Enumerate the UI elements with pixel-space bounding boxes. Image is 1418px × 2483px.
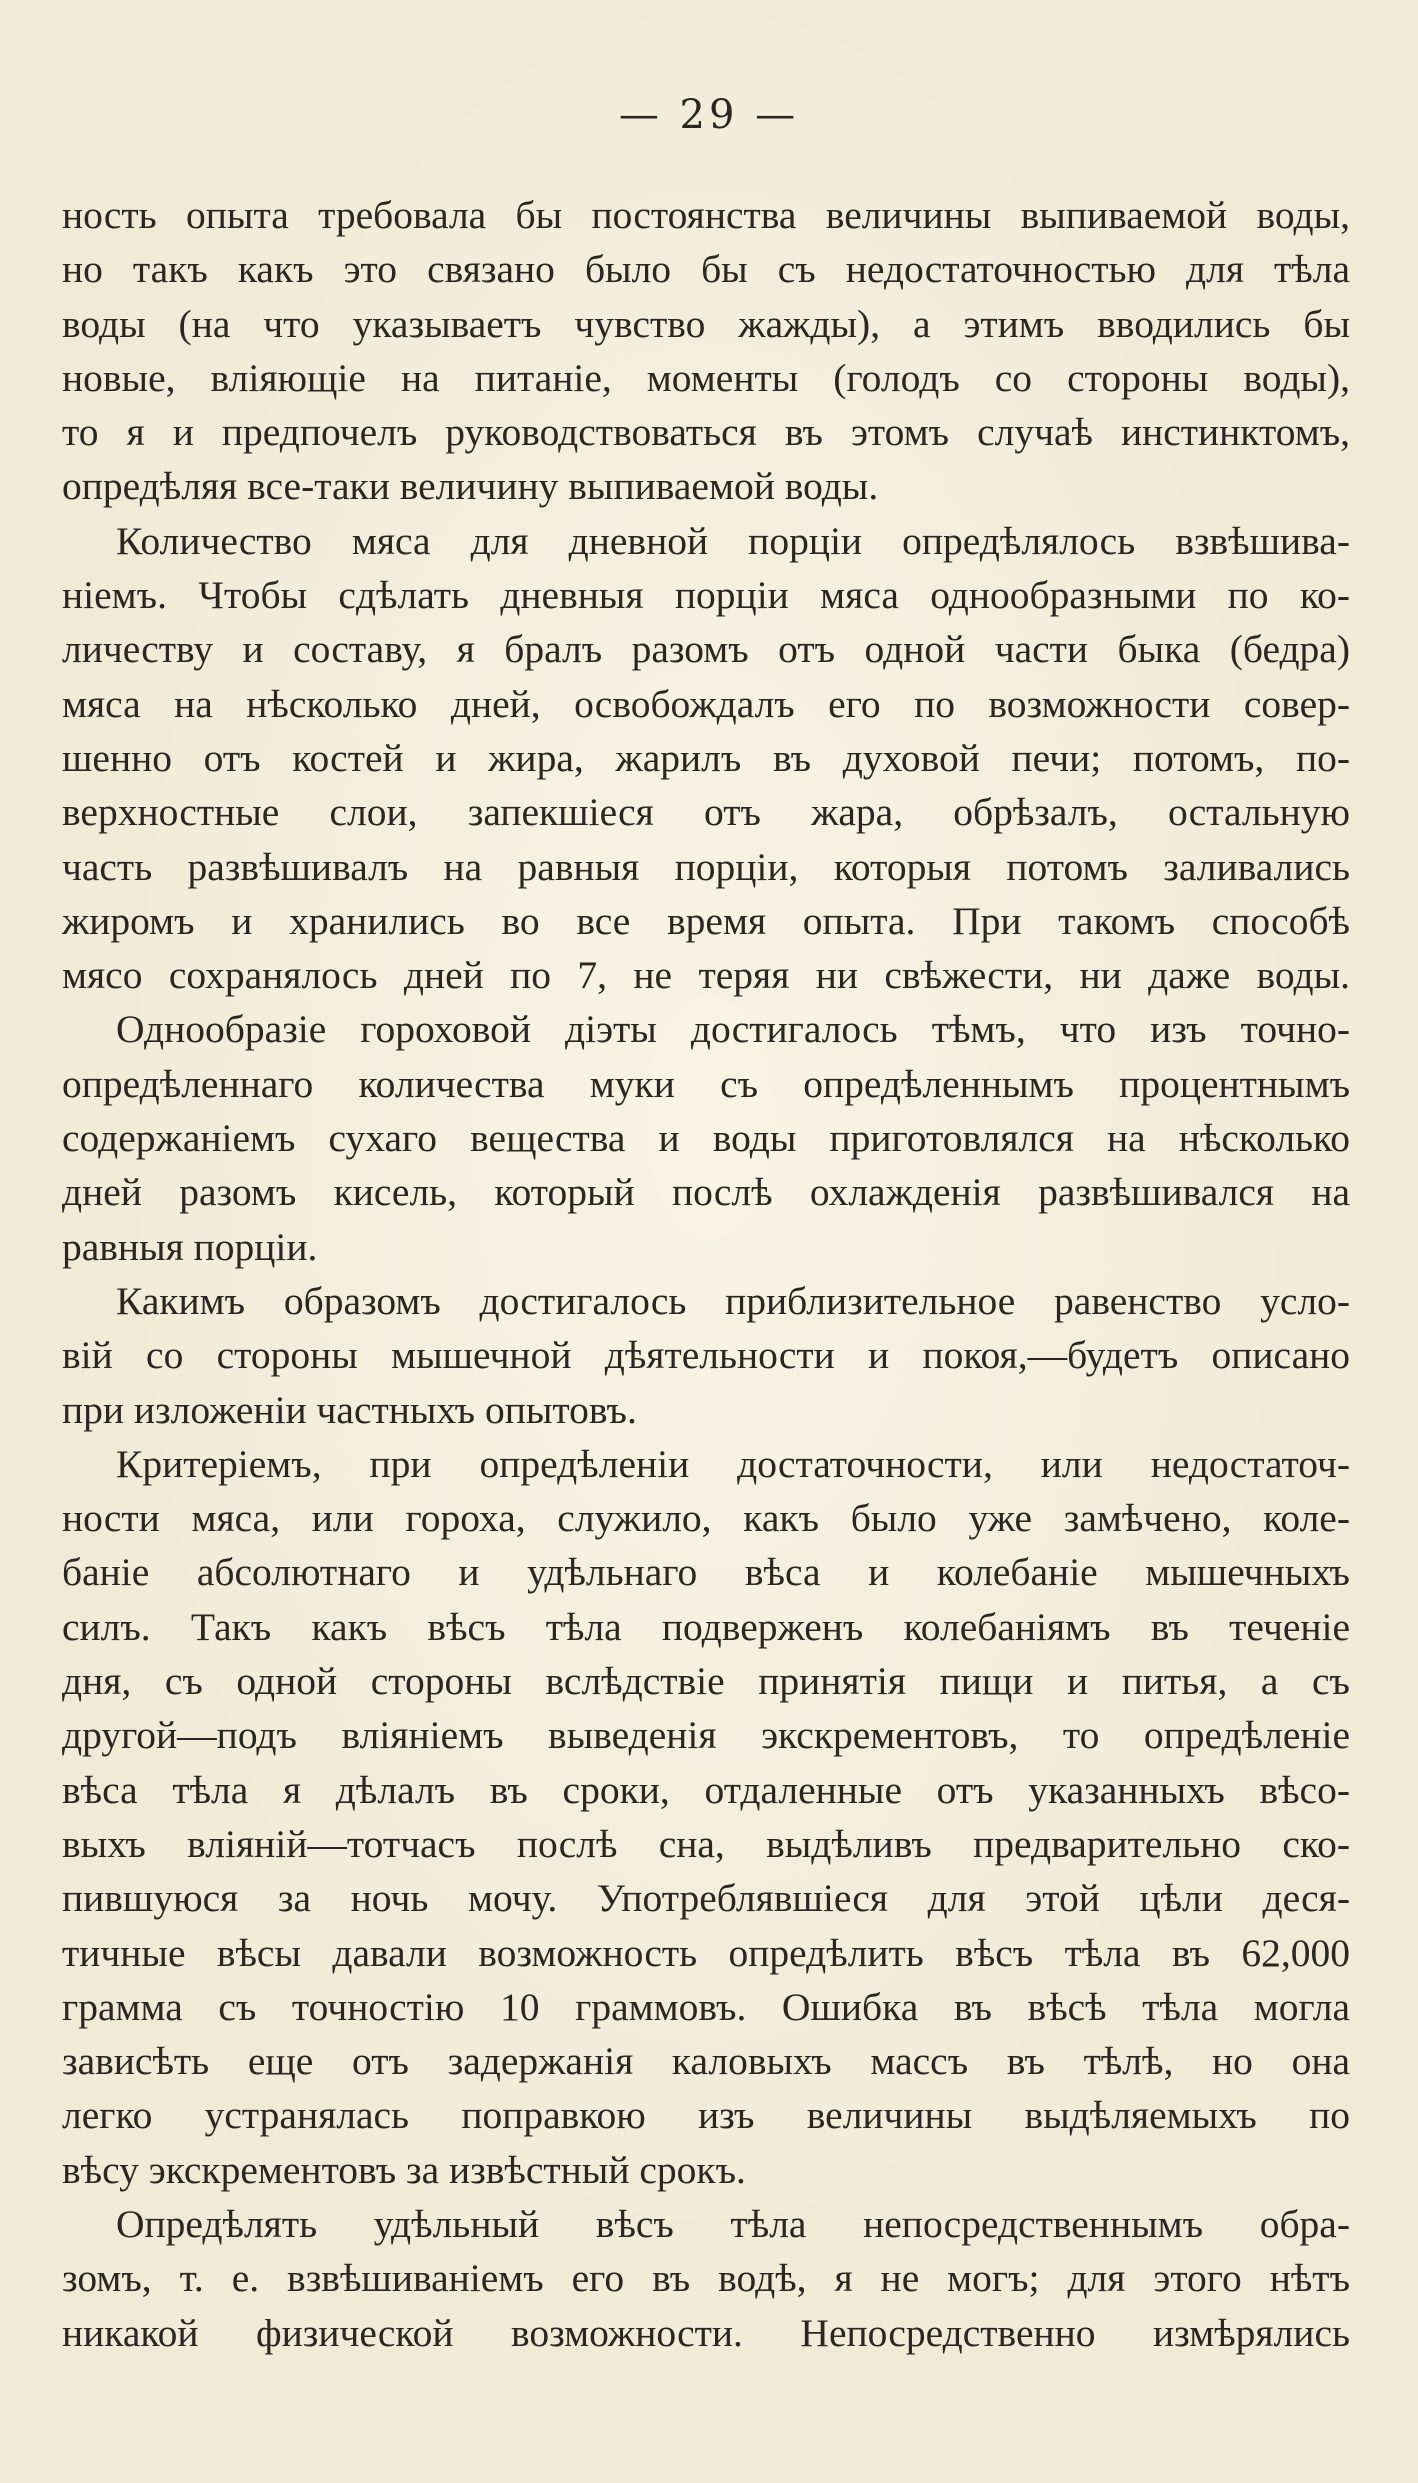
text-line: равныя порціи. xyxy=(62,1224,318,1269)
text-line: силъ. Такъ какъ вѣсъ тѣла подверженъ колебаніямъ въ теченіе xyxy=(62,1604,1350,1649)
text-line: тичные вѣсы давали возможность опредѣлить вѣсъ тѣла въ 62,000 xyxy=(62,1930,1350,1975)
text-line: при изложеніи частныхъ опытовъ. xyxy=(62,1387,637,1432)
body-text xyxy=(62,188,1350,2360)
text-line: Однообразіе гороховой діэты достигалось тѣмъ, что изъ точно- xyxy=(116,1007,1350,1052)
text-line: ніемъ. Чтобы сдѣлать дневныя порціи мяса однообразными по ко- xyxy=(62,573,1350,618)
text-line: легко устранялась поправкою изъ величины выдѣляемыхъ по xyxy=(62,2093,1350,2138)
text-line: вѣсу экскрементовъ за извѣстный срокъ. xyxy=(62,2147,746,2192)
text-line: личеству и составу, я бралъ разомъ отъ одной части быка (бедра) xyxy=(62,627,1350,672)
text-line: опредѣляя все-таки величину выпиваемой воды. xyxy=(62,464,879,509)
text-line: Количество мяса для дневной порціи опредѣлялось взвѣшива- xyxy=(116,518,1350,563)
text-line: часть развѣшивалъ на равныя порціи, которыя потомъ заливались xyxy=(62,844,1350,889)
text-line: опредѣленнаго количества муки съ опредѣленнымъ процентнымъ xyxy=(62,1061,1350,1106)
text-line: выхъ вліяній—тотчасъ послѣ сна, выдѣливъ предварительно ско- xyxy=(62,1821,1350,1866)
text-line: Критеріемъ, при опредѣленіи достаточности, или недостаточ- xyxy=(116,1441,1350,1486)
text-line: баніе абсолютнаго и удѣльнаго вѣса и колебаніе мышечныхъ xyxy=(62,1550,1350,1595)
text-line: дней разомъ кисель, который послѣ охлажденія развѣшивался на xyxy=(62,1170,1350,1215)
text-line: другой—подъ вліяніемъ выведенія экскрементовъ, то опредѣленіе xyxy=(62,1713,1350,1758)
text-line: пившуюся за ночь мочу. Употреблявшіеся для этой цѣли деся- xyxy=(62,1876,1350,1921)
text-line: ности мяса, или гороха, служило, какъ было уже замѣчено, коле- xyxy=(62,1496,1350,1541)
text-line: содержаніемъ сухаго вещества и воды приготовлялся на нѣсколько xyxy=(62,1116,1350,1161)
text-line: новые, вліяющіе на питаніе, моменты (голодъ со стороны воды), xyxy=(62,355,1350,400)
text-line: то я и предпочелъ руководствоваться въ этомъ случаѣ инстинктомъ, xyxy=(62,410,1350,455)
text-line: но такъ какъ это связано было бы съ недостаточностью для тѣла xyxy=(62,247,1350,292)
text-line: зависѣть еще отъ задержанія каловыхъ массъ въ тѣлѣ, но она xyxy=(62,2039,1350,2084)
text-line: зомъ, т. е. взвѣшиваніемъ его въ водѣ, я не могъ; для этого нѣтъ xyxy=(62,2256,1350,2301)
page-number: — 29 — xyxy=(618,92,800,138)
text-line: Какимъ образомъ достигалось приблизительное равенство усло- xyxy=(116,1278,1350,1323)
text-line: мясо сохранялось дней по 7, не теряя ни свѣжести, ни даже воды. xyxy=(62,953,1350,998)
text-line: ность опыта требовала бы постоянства величины выпиваемой воды, xyxy=(62,193,1350,237)
text-line: верхностные слои, запекшіеся отъ жара, обрѣзалъ, остальную xyxy=(62,790,1350,835)
text-line: мяса на нѣсколько дней, освобождалъ его по возможности совер- xyxy=(62,681,1350,726)
text-line: жиромъ и хранились во все время опыта. При такомъ способѣ xyxy=(62,898,1350,943)
text-line: дня, съ одной стороны вслѣдствіе принятія пищи и питья, а съ xyxy=(62,1659,1350,1704)
text-line: грамма съ точностію 10 граммовъ. Ошибка въ вѣсѣ тѣла могла xyxy=(62,1984,1350,2029)
text-line: вій со стороны мышечной дѣятельности и покоя,—будетъ описано xyxy=(62,1333,1350,1378)
text-line: Опредѣлять удѣльный вѣсъ тѣла непосредственнымъ обра- xyxy=(116,2201,1350,2246)
text-line: вѣса тѣла я дѣлалъ въ сроки, отдаленные отъ указанныхъ вѣсо- xyxy=(62,1767,1350,1812)
text-line: воды (на что указываетъ чувство жажды), а этимъ вводились бы xyxy=(62,301,1350,346)
text-line: шенно отъ костей и жира, жарилъ въ духовой печи; потомъ, по- xyxy=(62,735,1350,780)
text-line: никакой физической возможности. Непосредственно измѣрялись xyxy=(62,2310,1350,2355)
